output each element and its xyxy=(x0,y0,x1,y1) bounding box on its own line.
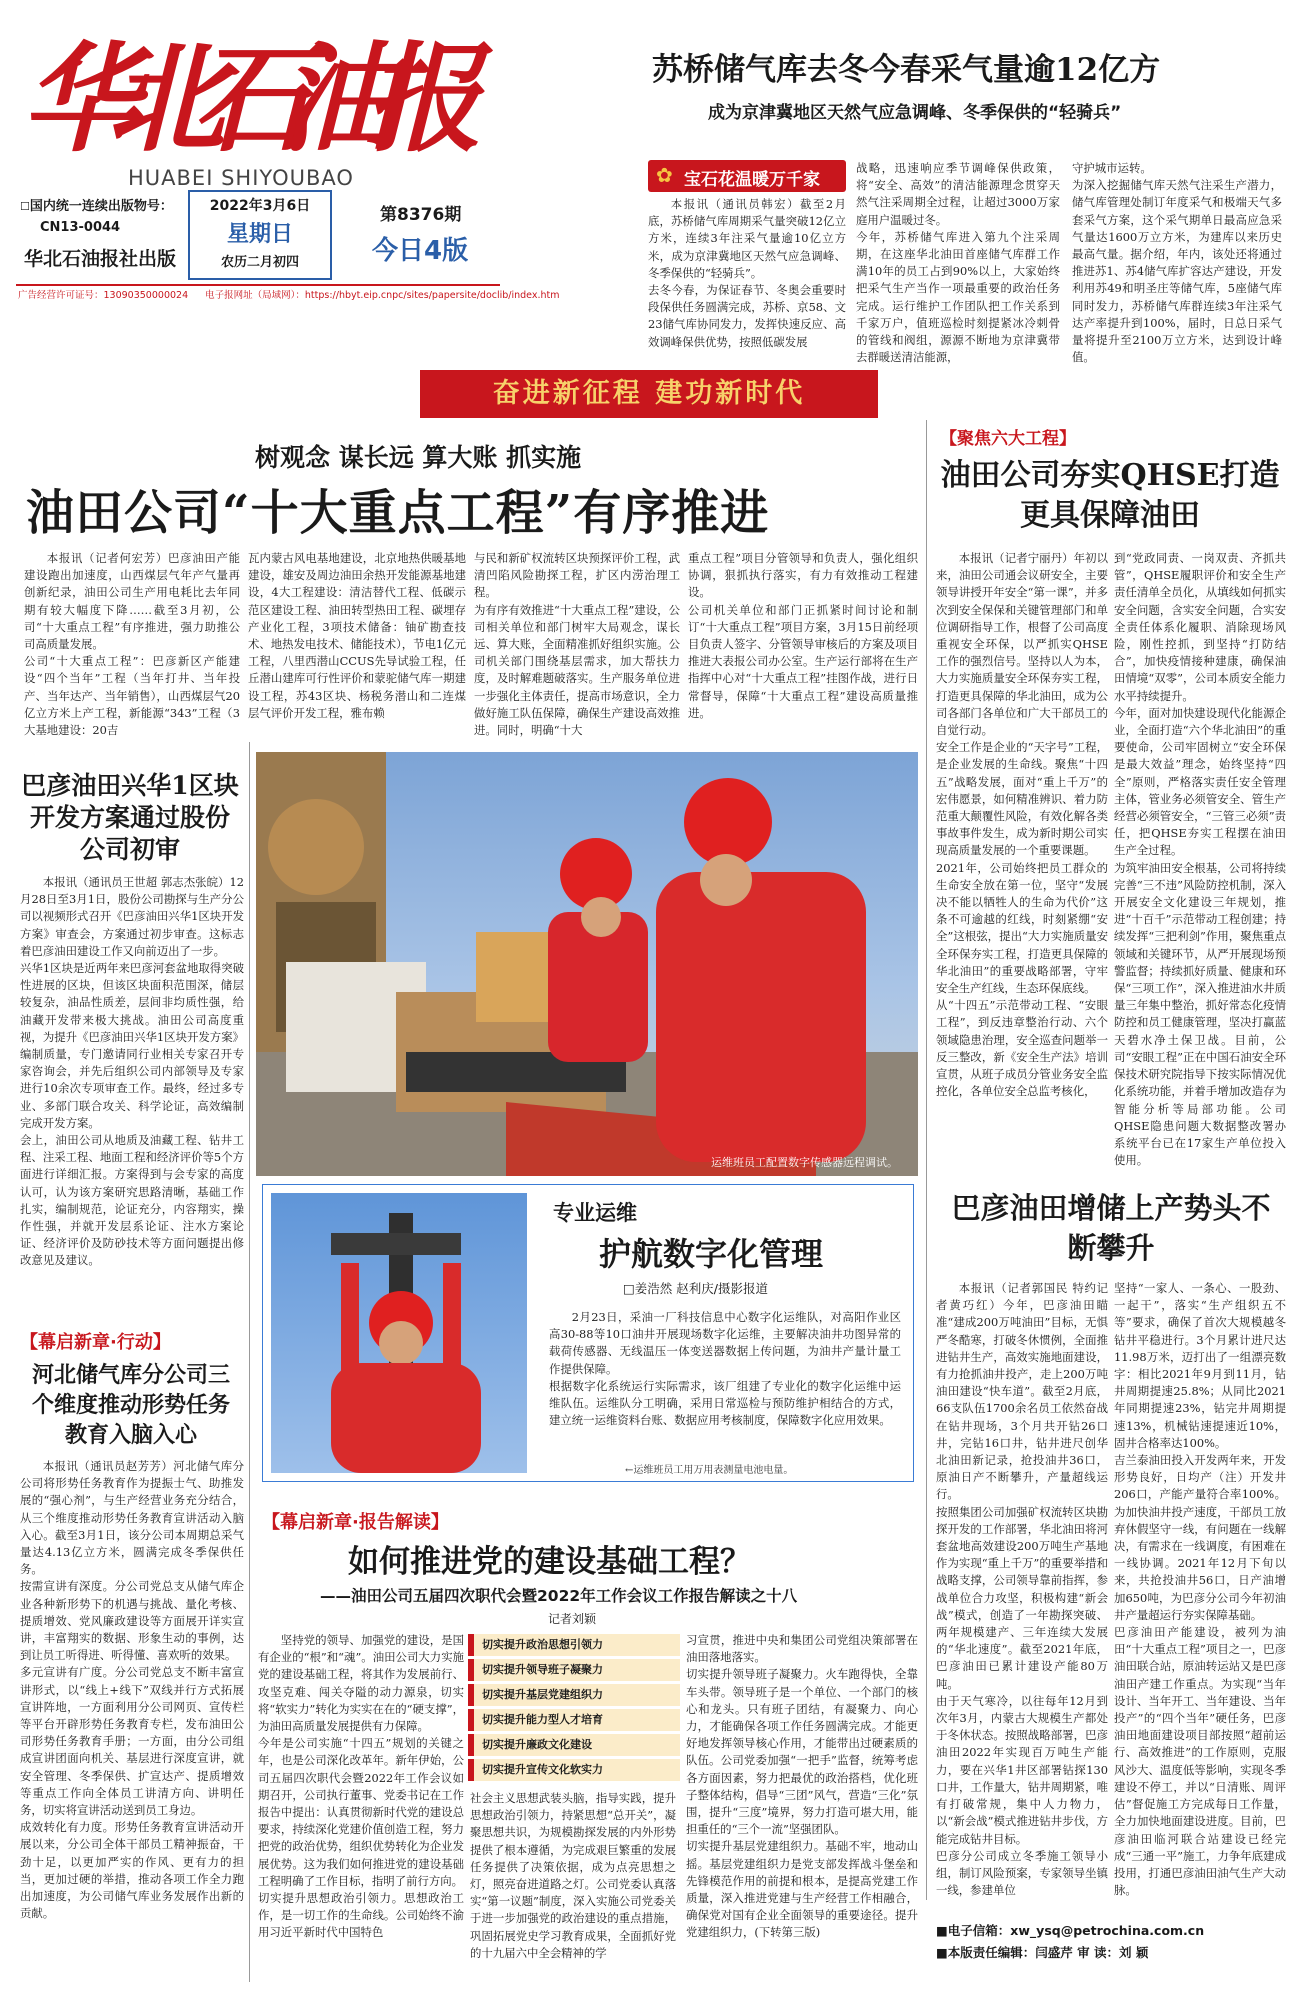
top-story-tag xyxy=(648,160,846,192)
paragraph: 到“党政同责、一岗双责、齐抓共管”，QHSE履职评价和安全生产责任清单全员化，从填线如何抓实安全问题，含实安全问题，合实安全责任体系化履职、消除现场风险，刚性控抓，到坚持“打防结合”，加快疫情接种建康，确保油田情境“双零”，公司本质安全能力水平持续提升。 今年，面对加快建设现代化能源企业，全面打造“六个华北油田”的重要使命，公司牢固树立“安全环保是最大效益”理念，始终坚持“四全”原则，严格落实责任安全管理主体，管业务必须管安全、管生产经营必须管安全，“三管三必须”责任，把QHSE夯实工程摆在油田生产全过程。 为筑牢油田安全根基，公司将持续完善“三不违”风险防控机制，深入开展安全文化建设三年规划，推进“十百千”示范带动工程创建；持续发挥“三把利剑”作用，聚焦重点领域和关键环节，从严开展现场预警监督；持续抓好质量、健康和环保“三项工作”，深入推进油水井质量三年集中整治，抓好常态化疫情防控和员工健康管理，坚决打赢蓝天碧水净土保卫战。目前，公司“安眼工程”正在中国石油安全环保技术研究院指导下按实际情况优化系统功能，并着手增加改造存为智能分析等局部功能。公司QHSE隐患问题大数据整改署办系统平台已在17家生产单位投入使用。 xyxy=(1114,551,1286,1168)
masthead-rule xyxy=(16,284,500,286)
slogan-item: 切实提升宣传文化软实力 xyxy=(468,1759,680,1781)
paragraph: 本报讯（通讯员韩宏）截至2月底，苏桥储气库周期采气量突破12亿立方米，连续3年注采气量逾10亿立方米，成为京津冀地区天然气应急调峰、冬季保供的“轻骑兵”。 去冬今春，为保证春节、冬奥会重要时段保供任务圆满完成，苏桥、京58、文23储气库协同发力，发挥快速反应、高效调峰保供优势，按照低碳发展 xyxy=(648,197,846,349)
lunar-date: 农历二月初四 xyxy=(220,255,299,270)
logo-text: 华北石油报 xyxy=(22,29,482,168)
paragraph: 坚持党的领导、加强党的建设，是国有企业的“根”和“魂”。油田公司大力实施党的建设基础工程，将其作为发展前行、攻坚克难、闯关夺隘的动力源泉，切实将“软实力”转化为实实在在的“硬支撑”，为油田高质量发展提供有力保障。 今年是公司实施“十四五”规划的关键之年，也是公司深化改革年。新年伊始，公司五届四次职代会暨2022年工作会议如期召开，公司执行董事、党委书记在工作报告中提出：认真贯彻新时代党的建设总要求，持续深化党建价值创造工程，努力把党的政治优势，组织优势转化为企业发展优势。这为我们如何推进党的建设基础工程明确了工作目标，指明了前行方向。 切实提升思想政治引领力。思想政治工作，是一切工作的生命线。公司始终不渝用习近平新时代中国特色 xyxy=(258,1633,464,1940)
ad-license: 广告经营许可证号：13090350000024 xyxy=(18,290,189,301)
paragraph: 本报讯（通讯员王世超 郭志杰张皖）12月28日至3月1日，股份公司勘探与生产分公司以视频形式召开《巴彦油田兴华1区块开发方案》审查会，方案通过初步审查。这标志着巴彦油田建设工作又向前迈出了一步。 兴华1区块是近两年来巴彦河套盆地取得突破性进展的区块，但该区块面积范围深，储层较复杂，油品性质差，层间非均质性强，给油藏开发带来极大挑战。油田公司高度重视，为提升《巴彦油田兴华1区块开发方案》编制质量，专门邀请同行业相关专家召开专家咨询会，并先后组织公司内部领导及专家进行10余次专项审查工作。最终，经过多专业、多部门联合攻关、科学论证，高效编制完成开发方案。 会上，油田公司从地质及油藏工程、钻井工程、注采工程、地面工程和经济评价等5个方面进行详细汇报。方案得到与会专家的高度认可，认为该方案研究思路清晰，基础工作扎实，编制规范，论证充分，内容翔实，操作性强，并就开发层系论证、注水方案论证、经济评价及防砂技术等方面问题提出修改意见及建议。 xyxy=(20,875,244,1268)
main-photo-caption: 运维班员工配置数字传感器远程调试。 xyxy=(711,1156,898,1169)
operator-photo xyxy=(271,1193,527,1473)
right-story1-col2 xyxy=(1114,550,1286,1168)
weekday: 星期日 xyxy=(226,222,293,247)
pages-count: 今日4版 xyxy=(372,236,469,266)
lead-col2 xyxy=(248,550,466,726)
bottom-subtitle: ——油田公司五届四次职代会暨2022年工作会议工作报告解读之十八 xyxy=(320,1587,798,1605)
issue-number: 第8376期 xyxy=(380,205,462,225)
slogan-list xyxy=(468,1634,680,1784)
right-story2-col1 xyxy=(936,1280,1108,1900)
column-divider-right xyxy=(926,420,927,1900)
right-story1-col1 xyxy=(936,550,1108,1168)
date: 2022年3月6日 xyxy=(209,198,311,214)
slogan-item: 切实提升廉政文化建设 xyxy=(468,1734,680,1756)
right-story1-title[interactable] xyxy=(934,456,1286,536)
feature-photo xyxy=(271,1193,527,1473)
workers-photo xyxy=(256,752,918,1176)
title-text: 巴彦油田兴华1区块开发方案通过股份公司初审 xyxy=(21,771,239,864)
banner-text: 奋进新征程 建功新时代 xyxy=(492,378,806,409)
logo-calligraphy xyxy=(22,16,492,166)
bottom-byline: 记者刘颖 xyxy=(548,1612,597,1626)
publisher: 华北石油报社出版 xyxy=(24,248,177,270)
cn-number: CN13-0044 xyxy=(40,220,121,235)
right-story2-col2 xyxy=(1114,1280,1286,1900)
slogan-item: 切实提升领导班子凝聚力 xyxy=(468,1659,680,1681)
paragraph: 本报讯（记者何宏芳）巴彦油田产能建设跑出加速度，山西煤层气年产气量再创新纪录，油田公司生产用电耗比去年同期有较大幅度下降……截至3月初，公司“十大重点工程”有序推进，强力助推公司高质量发展。 公司“十大重点工程”：巴彦新区产能建设“四个当年”工程（当年打井、当年投产、当年达产、当年销售），山西煤层气20亿立方米上产工程，新能源“343”工程（3大基地建设：20吉 xyxy=(24,551,240,738)
cn-number-box: ☐国内统一连续出版物号： CN13-0044 xyxy=(20,196,180,238)
paragraph: 社会主义思想武装头脑，指导实践，提升思想政治引领力，持紧思想“总开关”，凝聚思想共识，为规模勘探发展的内外形势提供了根本遵循，为完成艰巨繁重的发展任务提供了决策依据，成为点亮思想之灯，照亮奋进道路之灯。公司党委认真落实“第一议题”制度，深入实施公司党委关于进一步加强党的政治建设的重点措施，巩固拓展党史学习教育成果，全面抓好党的十九届六中全会精神的学 xyxy=(470,1791,676,1960)
slogan-item: 切实提升政治思想引领力 xyxy=(468,1634,680,1656)
column-divider-left xyxy=(249,742,250,1982)
slogan-item: 切实提升能力型人才培育 xyxy=(468,1709,680,1731)
left-story2-body xyxy=(20,1458,244,1970)
paragraph: 2月23日，采油一厂科技信息中心数字化运维队，对高阳作业区高30-88等10口油井开展现场数字化运维，主要解决油井功图异常的载荷传感器、无线温压一体变送器数据上传问题，为油井产量计量工作提供保障。 根据数字化系统运行实际需求，该厂组建了专业化的数字化运维中运维队伍。运维队分工明确，采用日常巡检与预防维护相结合的方式，建立统一运维资料台账、数据应用考核制度，保障数字化应用效果。 xyxy=(549,1310,901,1428)
paragraph: 本报讯（通讯员赵芳芳）河北储气库分公司将形势任务教育作为提振士气、助推发展的“强心剂”，与生产经营业务充分结合，从三个维度推动形势任务教育宣讲活动入脑入心。截至3月1日，该分公司本周期总采气量达4.13亿立方米，圆满完成冬季保供任务。 按需宣讲有深度。分公司党总支从储气库企业各种新形势下的机遇与挑战、量化考核、提质增效、党风廉政建设等方面展开详实宣讲，丰富翔实的数据、形象生动的事例，达到让员工听得进、听得懂、喜欢听的效果。 多元宣讲有广度。分公司党总支不断丰富宣讲形式，以“线上+线下”双线并行方式拓展宣讲阵地，一方面利用分公司网页、宣传栏等平台开辟形势任务教育专栏，发布油田公司形势任务教育手册；一方面，由分公司组成宣讲团面向机关、基层进行深度宣讲，就安全管理、冬季保供、扩宣达产、提质增效等重点工作向全体员工讲清方向、讲明任务，切实将宣讲活动送到员工身边。 成效转化有力度。形势任务教育宣讲活动开展以来，分公司全体干部员工精神振奋，干劲十足，以更加严实的作风、更有力的担当，更加过硬的举措，推动各项工作全力跑出加速度，为公司储气库业务发展作出新的贡献。 xyxy=(20,1459,244,1921)
newspaper-logo xyxy=(22,16,492,166)
top-story-col2 xyxy=(856,160,1060,365)
lead-kicker: 树观念 谋长远 算大账 抓实施 xyxy=(255,443,582,472)
paragraph: 习宣贯，推进中央和集团公司党组决策部署在油田落地落实。 切实提升领导班子凝聚力。火车跑得快，全靠车头带。领导班子是一个单位、一个部门的核心和龙头。只有班子团结，有凝聚力、向心力，才能确保各项工作任务圆满完成。才能更好地发挥领导核心作用，才能带出过硬素质的队伍。公司党委加强“一把手”监督，统筹考虑各方面因素，努力把最优的政治搭档，优化班子整体结构，倡导“三团”风气，营造“三化”氛围，提升“三度”境界，努力打造可堪大用，能担重任的“三个一流”坚强团队。 切实提升基层党建组织力。基础不牢，地动山摇。基层党建组织力是党支部发挥战斗堡垒和先锋模范作用的前提和根本，是提高党建工作质量，深入推进党建与生产经营工作相融合，确保党对国有企业全面领导的重要途径。提升党建组织力，(下转第三版) xyxy=(686,1633,918,1940)
title-text: 巴彦油田增储上产势头不断攀升 xyxy=(951,1191,1271,1265)
license-line xyxy=(18,287,560,301)
paragraph: 本报讯（记者宁丽丹）年初以来，油田公司通会议研安全，主要领导讲授开年安全“第一课”，并多次到安全保保和关键管理部门和单位调研指导工作，根督了公司高度重视安全环保，以严抓实QHSE工作的强烈信号。坚持以人为本，大力实施质量安全环保夯实工程，打造更具保障的华北油田，成为公司各部门各单位和广大干部员工的自觉行动。 安全工作是企业的“天字号”工程，是企业发展的生命线。聚焦“十四五”战略发展，面对“重上千万”的宏伟愿景，如何精准辨识、着力防范重大颠覆性风险，有效化解各类事故事件发生，成为新时期公司实现高质量发展的一个重要课题。 2021年，公司始终把员工群众的生命安全放在第一位，坚守“发展决不能以牺牲人的生命为代价”这条不可逾越的红线，时刻紧绷“安全”这根弦，提出“大力实施质量安全环保夯实工程，打造更具保障的华北油田”的重要战略部署，守牢安全生产红线，生态环保底线。 从“十四五”示范带动工程、“安眼工程”，到反违章整治行动、六个领域隐患治理，安全巡查问题举一反三整改，新《安全生产法》培训宣贯，从班子成员分管业务安全监控化，各单位安全总监考核化， xyxy=(936,551,1108,1099)
right-story1-tag: 【聚焦六大工程】 xyxy=(940,429,1076,449)
feature-kicker: 专业运维 xyxy=(553,1201,637,1225)
flower-icon: ✿ xyxy=(656,163,673,187)
footer-editor: ■本版责任编辑：闫盛芹 审 读：刘 颖 xyxy=(936,1945,1149,1960)
feature-title[interactable]: 护航数字化管理 xyxy=(599,1235,824,1273)
paragraph: 重点工程”项目分管领导和负责人，强化组织协调，狠抓执行落实，有力有效推动工程建设。 公司机关单位和部门正抓紧时间讨论和制订“十大重点工程”项目方案，3月15日前经项目负责人签字、分管领导审核后的方案及项目推进大表报公司办公室。生产运行部将在生产指挥中心对“十大重点工程”挂图作战，进行日常督导，保障“十大重点工程”建设高质量推进。 xyxy=(688,551,918,720)
date-box xyxy=(188,190,332,280)
tag-label: 宝石花温暖万千家 xyxy=(684,170,820,190)
lead-col3 xyxy=(474,550,680,738)
bottom-col1 xyxy=(258,1632,464,1982)
top-story-subtitle: 成为京津冀地区天然气应急调峰、冬季保供的“轻骑兵” xyxy=(708,103,1122,123)
e-paper-url[interactable]: 电子报网址（局域网）：https://hbyt.eip.cnpc/sites/papersite/doclib/index.htm xyxy=(205,290,560,301)
feature-byline: □姜浩然 赵利庆/摄影报道 xyxy=(623,1281,768,1296)
main-photo xyxy=(256,752,918,1176)
footer-box xyxy=(936,1920,1286,1964)
left-story1-title[interactable] xyxy=(20,770,240,866)
theme-banner xyxy=(420,370,878,418)
lead-col4 xyxy=(688,550,918,726)
lead-title[interactable]: 油田公司“十大重点工程”有序推进 xyxy=(26,485,770,541)
paragraph: 坚持“一家人、一条心、一股劲、一起干”，落实“生产组织五不等”要求，确保了首次大规模越冬钻井平稳进行。3个月累计进尺达11.98万米，迈打出了一组漂亮数字：相比2021年9月到11月，钻井周期提速25.8%；从同比2021年同期提速23%，钻完井周期提速13%，机械钻速提速近10%，固井合格率达100%。 吉兰泰油田投入开发两年来，开发形势良好，日均产（注）开发井206口，产能产量符合率100%。为加快油井投产速度，干部员工放弃休假坚守一线，有问题在一线解决，有需求在一线调度，有困难在一线协调。2021年12月下旬以来，共抢投油井56口，日产油增加650吨，为巴彦分公司今年初油井产量超运行夯实保障基础。 巴彦油田产能建设，被列为油田“十大重点工程”项目之一，巴彦油田联合站，原油转运站又是巴彦油田产建工作重点。为实现“当年设计、当年开工、当年建设、当年投产”的“四个当年”硬任务，巴彦油田地面建设项目部按照“超前运行、高效推进”的工作原则，克服风沙大、温度低等影响，实现冬季建设不停工，并以“日清账、周评估”督促施工方完成每日工作量，全力加快地面建设进度。目前，巴彦油田临河联合站建设已经完成“三通一平”施工，力争年底建成投用，打通巴彦油田油气生产大动脉。 xyxy=(1114,1281,1286,1898)
feature-box xyxy=(262,1184,914,1482)
top-story-title[interactable]: 苏桥储气库去冬今春采气量逾12亿方 xyxy=(652,52,1161,88)
paragraph: 本报讯（记者郭国民 特约记者黄巧红）今年，巴彦油田瞄准“建成200万吨油田”目标，无惧严冬酷寒，打破冬休惯例，全面推进钻井生产，高效实施地面建设，有力抢抓油井投产，走上200万吨油田建设“快车道”。截至2月底，66支队伍1700余名员工依然奋战在钻井现场，3个月共开钻26口井，完钻16口井，钻井进尺创华北油田新记录，抢投油井36口，原油日产不断攀升，产量超线运行。 按照集团公司加强矿权流转区块勘探开发的工作部署，华北油田将河套盆地高效建设200万吨生产基地作为实现“重上千万”的重要举措和战略支撑，公司领导靠前指挥，参战单位合力攻坚，积极构建“新会战”模式，创造了一年勘探突破、两年规模建产、三年连续大发展的“华北速度”。截至2021年底，巴彦油田已累计建设产能80万吨。 由于天气寒冷，以往每年12月到次年3月，内蒙古大规模生产都处于冬休状态。按照战略部署，巴彦油田2022年实现百万吨生产能力，要在兴华1井区部署钻探130口井，工作量大，钻井周期紧，唯有打破常规，集中人力物力，以“新会战”模式推进钻井步伐，方能完成钻井目标。 巴彦分公司成立冬季施工领导小组，制订风险预案，专家领导坐镇一线，参建单位 xyxy=(936,1281,1108,1898)
left-story2-title[interactable] xyxy=(22,1360,240,1450)
left-story2-tag: 【幕启新章·行动】 xyxy=(20,1332,171,1353)
paragraph: 战略，迅速响应季节调峰保供政策，将“安全、高效”的清洁能源理念贯穿天然气注采周期全过程，让超过3000万家庭用户温暖过冬。 今年，苏桥储气库进入第九个注采周期，在这座华北油田首座储气库群工作满10年的员工占到90%以上，大家始终把采气生产当作一项最重要的政治任务完成。运行维护工作团队把工作关系到千家万户，值班巡检时刻提紧冰冷刺骨的管线和阀组，源源不断地为京津冀带去群暖送清洁能源， xyxy=(856,161,1060,365)
bottom-col2 xyxy=(470,1790,676,1982)
paragraph: 瓦内蒙古风电基地建设，北京地热供暖基地建设，雄安及周边油田余热开发能源基地建设，4大工程建设：清洁替代工程、低碳示范区建设工程、油田转型热田工程、碳埋存产业化工程，3项技术储备：铀矿勘查技术、地热发电技术、储能技术），节电1亿元工程，八里西潜山CCUS先导试验工程，任丘潜山建库可行性评价和蒙驼储气库一期建设工程，苏43区块、杨税务潜山和二连煤层气评价开发工程，雅布赖 xyxy=(248,551,466,720)
logo-pinyin: HUABEI SHIYOUBAO xyxy=(128,166,354,190)
left-story1-body xyxy=(20,874,244,1268)
paragraph: 守护城市运转。 为深入挖掘储气库天然气注采生产潜力，储气库管理处制订年度采气和极端天气多套采气方案，这个采气期单日最高应急采气量达1600万立方米，为建库以来历史最高气量。据介绍，年内，该处还将通过推进苏1、苏4储气库扩容达产建设，开发利用苏49和明圣庄等储气库，5座储气库同时发力，苏桥储气库群连续3年注采气达产率提升到100%，届时，日总日采气量将提升至2100万立方米，达到设计峰值。 xyxy=(1072,161,1282,365)
paragraph: 与民和新矿权流转区块预探评价工程，武清凹陷风险勘探工程，扩区内涝治理工程。 为有序有效推进“十大重点工程”建设，公司相关单位和部门树牢大局观念，谋长远、算大账，全面精准抓好组织实施。公司机关部门围绕基层需求，加大帮扶力度，及时解难题破落实。生产服务单位进一步强化主体责任，提高市场意识，全力做好施工队伍保障，确保生产建设高效推进。同时，明确“十大 xyxy=(474,551,680,738)
bottom-tag: 【幕启新章·报告解读】 xyxy=(262,1512,449,1533)
top-story-col3 xyxy=(1072,160,1282,365)
lead-col1 xyxy=(24,550,240,738)
right-story2-title[interactable] xyxy=(938,1188,1284,1268)
bottom-title[interactable]: 如何推进党的建设基础工程？ xyxy=(348,1544,751,1580)
bottom-col3 xyxy=(686,1632,918,1982)
feature-body xyxy=(549,1309,901,1457)
feature-caption: ←运维班员工用万用表测量电池电量。 xyxy=(625,1465,794,1476)
footer-email[interactable]: ■电子信箱：xw_ysq@petrochina.com.cn xyxy=(936,1923,1205,1938)
cn-number-label: 国内统一连续出版物号： xyxy=(29,199,173,214)
slogan-item: 切实提升基层党建组织力 xyxy=(468,1684,680,1706)
slogan-graphic xyxy=(468,1634,680,1784)
top-story-col1 xyxy=(648,196,846,349)
title-text: 河北储气库分公司三个维度推动形势任务教育入脑入心 xyxy=(31,1362,230,1448)
title-text: 油田公司夯实QHSE打造更具保障油田 xyxy=(940,458,1280,533)
